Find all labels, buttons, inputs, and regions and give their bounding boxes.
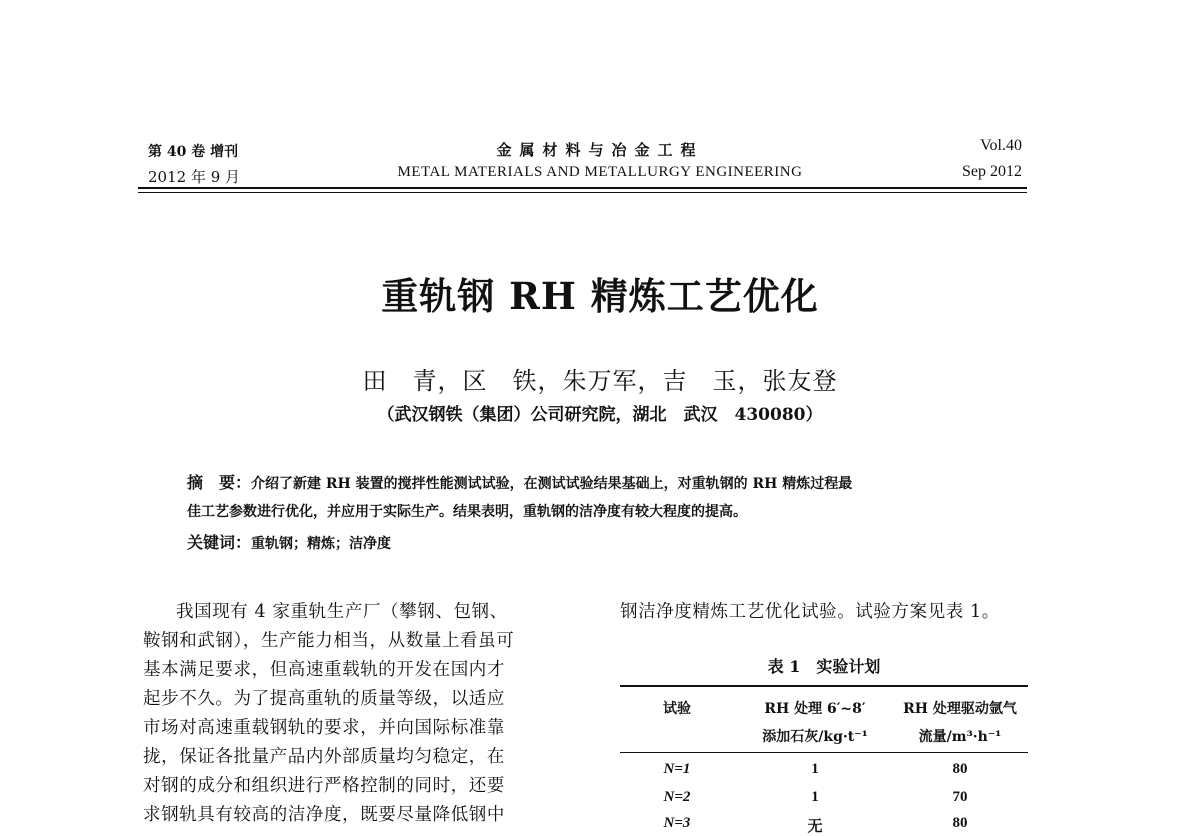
table-header-rule	[620, 752, 1028, 753]
header-date-en: Sep 2012	[962, 163, 1022, 180]
table-caption: 表 1 实验计划	[767, 657, 881, 676]
keywords-label: 关键词：	[187, 533, 252, 552]
keywords-line	[187, 530, 391, 553]
header-rule-thick	[138, 187, 1027, 189]
body-left-line-7: 对钢的成分和组织进行严格控制的同时，还要	[143, 776, 505, 796]
header-volume-cn: 第 40 卷 增刊	[148, 144, 239, 160]
abstract-line-1	[187, 470, 852, 493]
body-right-line-1: 钢洁净度精炼工艺优化试验。试验方案见表 1。	[620, 602, 1000, 622]
body-left-line-5: 市场对高速重载钢轨的要求，并向国际标准靠	[143, 718, 505, 738]
table-cell-trial-1: N=1	[663, 761, 691, 777]
paper-affiliation: （武汉钢铁（集团）公司研究院，湖北 武汉 430080）	[377, 405, 823, 425]
body-left-line-8: 求钢轨具有较高的洁净度，既要尽量降低钢中	[143, 805, 505, 825]
table-cell-argon-3: 80	[952, 815, 968, 831]
paper-authors: 田 青，区 铁，朱万军，吉 玉，张友登	[362, 367, 838, 395]
table-header-lime-2: 添加石灰/kg·t⁻¹	[762, 729, 868, 745]
table-cell-lime-1: 1	[811, 761, 819, 777]
abstract-text-1: 介绍了新建 RH 装置的搅拌性能测试试验，在测试试验结果基础上，对重轨钢的 RH 精炼过程最	[251, 476, 853, 492]
table-header-trial: 试验	[663, 701, 691, 717]
table-cell-trial-2: N=2	[663, 789, 691, 805]
keywords-text: 重轨钢；精炼；洁净度	[251, 536, 392, 552]
journal-title-en: METAL MATERIALS AND METALLURGY ENGINEERING	[397, 164, 803, 180]
body-left-line-3: 基本满足要求，但高速重载轨的开发在国内才	[143, 660, 505, 680]
paper-title: 重轨钢 RH 精炼工艺优化	[381, 274, 819, 318]
table-cell-argon-1: 80	[952, 761, 968, 777]
table-cell-lime-2: 1	[811, 789, 819, 805]
journal-title-cn: 金属材料与冶金工程	[496, 141, 704, 159]
header-date-cn: 2012 年 9 月	[148, 168, 241, 186]
table-header-argon-1: RH 处理驱动氩气	[903, 701, 1017, 717]
table-cell-trial-3: N=3	[663, 815, 691, 831]
abstract-label: 摘 要：	[187, 473, 252, 492]
body-left-line-6: 拢，保证各批量产品内外部质量均匀稳定，在	[143, 747, 505, 767]
body-left-line-1: 我国现有 4 家重轨生产厂（攀钢、包钢、	[176, 602, 508, 622]
abstract-text-2: 佳工艺参数进行优化，并应用于实际生产。结果表明，重轨钢的洁净度有较大程度的提高。	[187, 504, 747, 520]
table-cell-lime-3: 无	[807, 819, 823, 835]
table-header-argon-2: 流量/m³·h⁻¹	[918, 729, 1002, 745]
header-volume-en: Vol.40	[980, 137, 1022, 154]
table-header-lime-1: RH 处理 6′~8′	[764, 701, 866, 717]
table-top-rule	[620, 685, 1028, 687]
header-rule-thin	[138, 192, 1027, 193]
table-cell-argon-2: 70	[952, 789, 968, 805]
body-left-line-2: 鞍钢和武钢），生产能力相当，从数量上看虽可	[143, 631, 515, 651]
body-left-line-4: 起步不久。为了提高重轨的质量等级，以适应	[143, 689, 505, 709]
